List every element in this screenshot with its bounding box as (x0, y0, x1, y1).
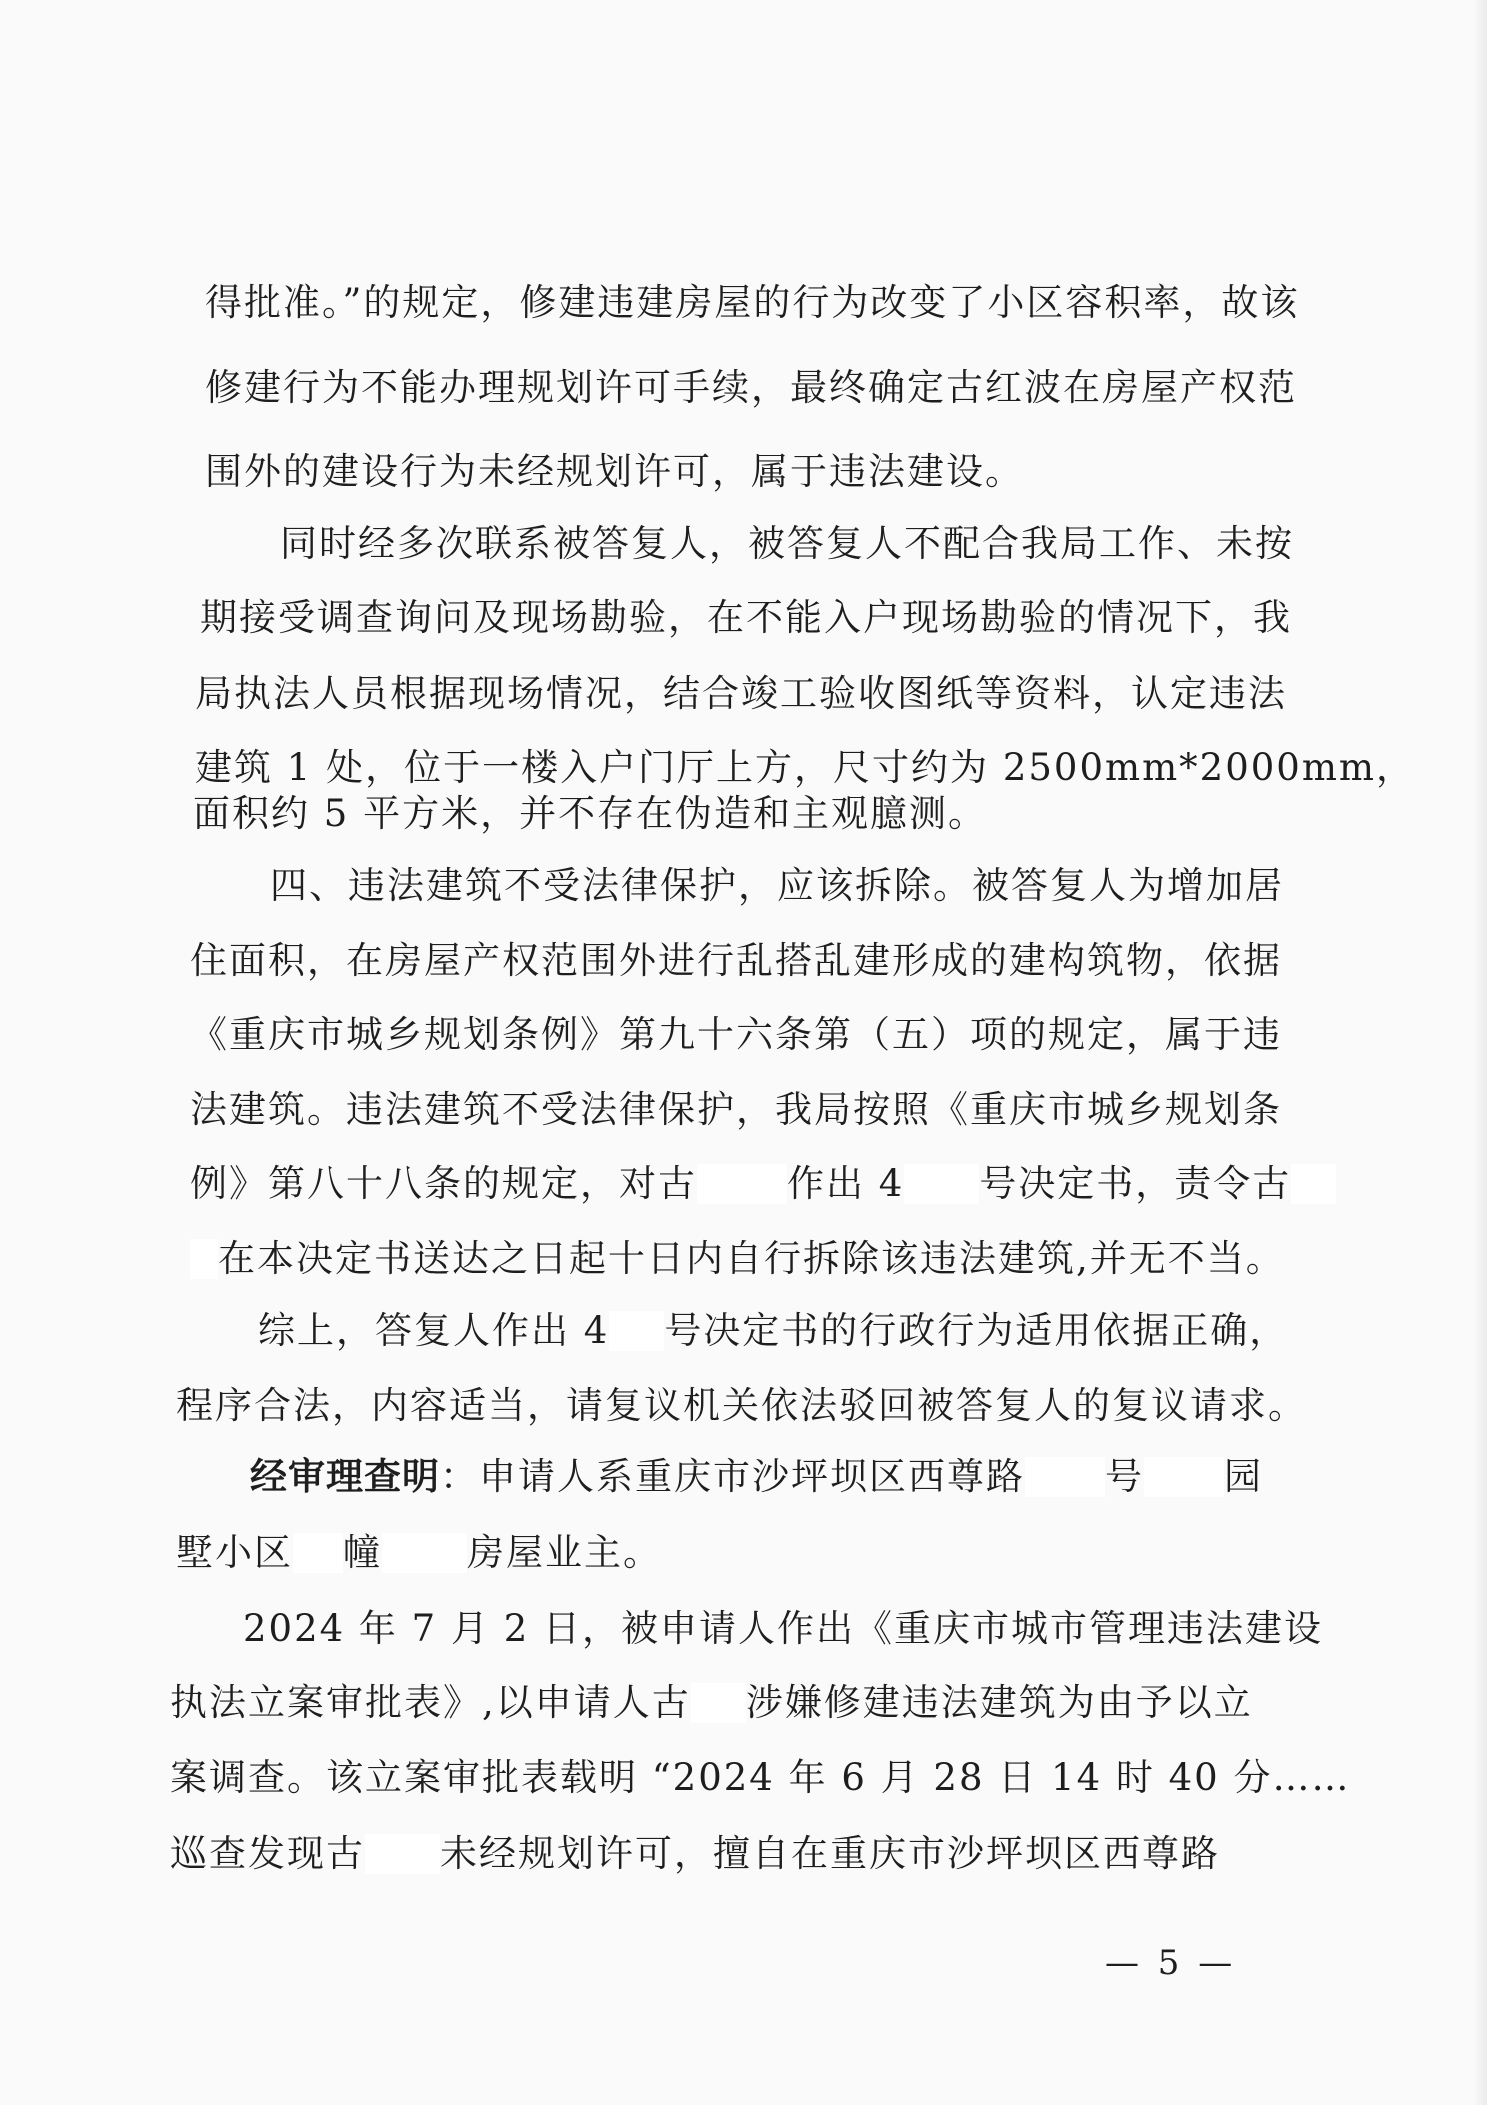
section-heading: 经审理查明 (250, 1455, 440, 1498)
redaction-block (904, 1164, 979, 1204)
text-segment: 墅小区 (176, 1531, 293, 1574)
text-segment: 未经规划许可，擅自在重庆市沙坪坝区西尊路 (440, 1832, 1220, 1875)
redaction-block (1025, 1457, 1105, 1497)
text-segment: 巡查发现古 (170, 1832, 365, 1875)
text-segment: 号决定书的行政行为适用依据正确， (664, 1309, 1289, 1352)
scan-edge-shadow (1473, 0, 1487, 2105)
text-line: 局执法人员根据现场情况，结合竣工验收图纸等资料，认定违法 (195, 672, 1287, 715)
text-segment: 号决定书，责令古 (979, 1162, 1292, 1205)
text-line (170, 1823, 1220, 1877)
text-line: 建筑 1 处，位于一楼入户门厅上方，尺寸约为 2500mm*2000mm， (195, 746, 1415, 789)
text-line (170, 1672, 1253, 1726)
text-line (190, 1153, 1336, 1207)
text-line: 2024 年 7 月 2 日，被申请人作出《重庆市城市管理违法建设 (243, 1607, 1324, 1650)
redaction-block (697, 1164, 787, 1204)
text-line: 修建行为不能办理规划许可手续，最终确定古红波在房屋产权范 (205, 366, 1297, 409)
text-segment: 房屋业主。 (467, 1531, 662, 1574)
text-line: 同时经多次联系被答复人，被答复人不配合我局工作、未按 (280, 522, 1294, 565)
text-segment: ：申请人系重庆市沙坪坝区西尊路 (440, 1455, 1025, 1498)
text-line: 围外的建设行为未经规划许可，属于违法建设。 (205, 450, 1024, 493)
text-line: 四、违法建筑不受法律保护，应该拆除。被答复人为增加居 (270, 864, 1284, 907)
text-line (190, 1228, 1285, 1282)
text-line (250, 1446, 1263, 1500)
redaction-block (365, 1834, 440, 1874)
text-line: 面积约 5 平方米，并不存在伪造和主观臆测。 (193, 792, 988, 835)
redaction-block (1291, 1164, 1336, 1204)
text-segment: 在本决定书送达之日起十日内自行拆除该违法建筑,并无不当。 (218, 1237, 1285, 1280)
text-line: 程序合法，内容适当，请复议机关依法驳回被答复人的复议请求。 (176, 1384, 1307, 1427)
redaction-block (691, 1683, 746, 1723)
text-segment: 幢 (343, 1531, 382, 1574)
text-segment: 例》第八十八条的规定，对古 (190, 1162, 697, 1205)
text-segment: 综上，答复人作出 4 (258, 1309, 610, 1352)
text-line: 住面积，在房屋产权范围外进行乱搭乱建形成的建构筑物，依据 (190, 939, 1282, 982)
text-line: 得批准。”的规定，修建违建房屋的行为改变了小区容积率，故该 (205, 281, 1300, 324)
text-segment: 号 (1105, 1455, 1144, 1498)
redaction-block (293, 1533, 343, 1573)
text-segment: 园 (1224, 1455, 1263, 1498)
text-line (176, 1522, 662, 1576)
text-line: 期接受调查询问及现场勘验，在不能入户现场勘验的情况下，我 (200, 596, 1292, 639)
redaction-block (382, 1533, 467, 1573)
page-number: — 5 — (1105, 1943, 1237, 1983)
text-line: 案调查。该立案审批表载明 “2024 年 6 月 28 日 14 时 40 分…… (170, 1756, 1351, 1799)
redaction-block (1144, 1457, 1224, 1497)
text-line: 法建筑。违法建筑不受法律保护，我局按照《重庆市城乡规划条 (190, 1088, 1282, 1131)
text-segment: 执法立案审批表》,以申请人古 (170, 1681, 691, 1724)
text-line: 《重庆市城乡规划条例》第九十六条第（五）项的规定，属于违 (190, 1013, 1282, 1056)
text-segment: 作出 4 (787, 1162, 905, 1205)
redaction-block (190, 1239, 218, 1279)
text-segment: 涉嫌修建违法建筑为由予以立 (745, 1681, 1253, 1724)
redaction-block (609, 1311, 664, 1351)
text-line (258, 1300, 1288, 1354)
